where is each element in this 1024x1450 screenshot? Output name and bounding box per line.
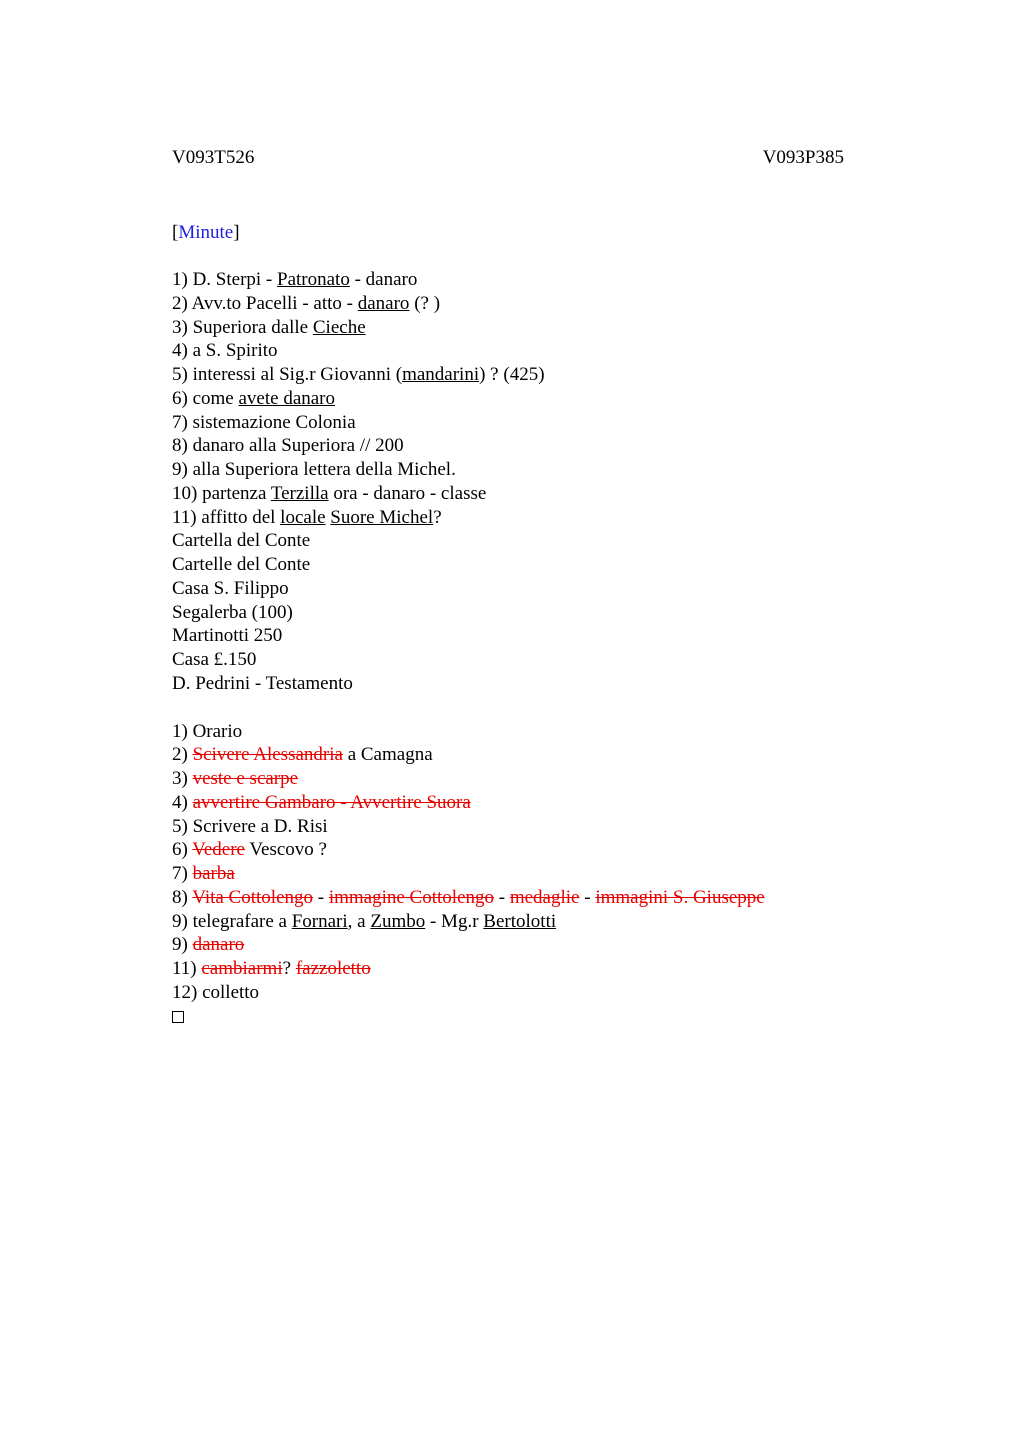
struck-text: Vita Cottolengo xyxy=(192,886,313,908)
item-text: 11) xyxy=(172,958,202,979)
struck-text: barba xyxy=(192,863,235,884)
item-text: - xyxy=(494,886,510,908)
close-bracket: ] xyxy=(233,222,240,243)
list-item xyxy=(172,862,844,886)
list-item xyxy=(172,363,844,387)
list-item xyxy=(172,316,844,340)
list-item xyxy=(172,506,844,530)
struck-text: immagini S. Giuseppe xyxy=(595,886,765,908)
item-text: 4) xyxy=(172,791,193,813)
struck-text: avvertire Gambaro - Avvertire Suora xyxy=(192,791,471,813)
list-item xyxy=(172,648,844,672)
item-text: - xyxy=(313,886,329,908)
list-item xyxy=(172,624,844,648)
underlined-text: Patronato xyxy=(277,269,350,290)
struck-text: fazzoletto xyxy=(295,958,371,979)
item-text: 6) xyxy=(172,839,193,861)
list-item xyxy=(172,767,844,791)
item-text: D. Pedrini - Testamento xyxy=(172,672,353,694)
first-list xyxy=(172,268,844,696)
item-text: ) ? (425) xyxy=(479,364,545,385)
item-text: ? xyxy=(433,506,442,528)
list-item xyxy=(172,672,844,696)
end-mark-line xyxy=(172,1005,844,1030)
second-list xyxy=(172,720,844,1005)
item-text: Casa £.150 xyxy=(172,649,257,670)
item-text: 6) come xyxy=(172,387,239,409)
item-text: Martinotti 250 xyxy=(172,625,283,647)
list-item xyxy=(172,743,844,767)
item-text: (? ) xyxy=(409,292,441,314)
list-item xyxy=(172,292,844,316)
underlined-text: Fornari xyxy=(291,910,348,932)
item-text: 3) xyxy=(172,768,193,789)
list-item xyxy=(172,411,844,435)
list-item xyxy=(172,791,844,815)
item-text: 1) Orario xyxy=(172,720,243,742)
struck-text: cambiarmi xyxy=(201,958,283,979)
list-item xyxy=(172,339,844,363)
list-item xyxy=(172,458,844,482)
item-text: 9) alla Superiora lettera della Michel. xyxy=(172,459,456,480)
list-item xyxy=(172,482,844,506)
item-text: Vescovo ? xyxy=(244,839,327,861)
list-item xyxy=(172,838,844,862)
document-header xyxy=(172,144,844,172)
item-text: 5) interessi al Sig.r Giovanni ( xyxy=(172,364,403,385)
list-item xyxy=(172,910,844,934)
list-item xyxy=(172,601,844,625)
underlined-text: danaro xyxy=(357,292,410,314)
struck-text: Vedere xyxy=(192,839,245,861)
list-item xyxy=(172,387,844,411)
underlined-text: Zumbo xyxy=(370,910,426,932)
item-text: 5) Scrivere a D. Risi xyxy=(172,815,328,837)
item-text: Segalerba (100) xyxy=(172,601,293,623)
struck-text: veste e scarpe xyxy=(192,768,299,789)
item-text: - Mg.r xyxy=(425,910,484,932)
underlined-text: avete danaro xyxy=(238,387,336,409)
item-text: 7) xyxy=(172,863,193,884)
item-text: - danaro xyxy=(349,269,418,290)
item-text: 9) xyxy=(172,934,193,956)
list-item xyxy=(172,886,844,910)
item-text: 12) colletto xyxy=(172,981,260,1003)
struck-text: danaro xyxy=(192,934,245,956)
underlined-text: Bertolotti xyxy=(483,910,557,932)
item-text: 3) Superiora dalle xyxy=(172,316,313,338)
list-item xyxy=(172,981,844,1005)
item-text: 10) partenza xyxy=(172,482,271,504)
list-item xyxy=(172,577,844,601)
underlined-text: Terzilla xyxy=(270,482,329,504)
item-text: 1) D. Sterpi - xyxy=(172,269,278,290)
underlined-text: Suore Michel xyxy=(330,506,434,528)
item-text: 11) affitto del xyxy=(172,506,281,528)
list-item xyxy=(172,815,844,839)
item-text: Cartelle del Conte xyxy=(172,554,311,575)
item-text: a Camagna xyxy=(342,744,433,766)
item-text: 9) telegrafare a xyxy=(172,910,292,932)
underlined-text: locale xyxy=(280,506,326,528)
empty-square-icon xyxy=(172,1011,184,1023)
item-text: 8) danaro alla Superiora // 200 xyxy=(172,435,404,457)
list-item xyxy=(172,529,844,553)
list-item xyxy=(172,933,844,957)
struck-text: Scivere Alessandria xyxy=(192,744,343,766)
underlined-text: Cieche xyxy=(312,316,366,338)
list-item xyxy=(172,957,844,981)
item-text: 2) xyxy=(172,744,193,766)
item-text: 2) Avv.to Pacelli - atto - xyxy=(172,292,358,314)
list-item xyxy=(172,434,844,458)
item-text: ? xyxy=(282,958,296,979)
list-item xyxy=(172,720,844,744)
item-text: , a xyxy=(347,910,371,932)
document-page xyxy=(172,144,844,1029)
list-item xyxy=(172,553,844,577)
open-bracket: [ xyxy=(172,222,179,243)
right-code: V093P385 xyxy=(762,147,844,168)
underlined-text: mandarini xyxy=(402,364,480,385)
item-text: 4) a S. Spirito xyxy=(172,340,278,362)
item-text: Casa S. Filippo xyxy=(172,577,289,599)
item-text: ora - danaro - classe xyxy=(328,482,487,504)
minute-label: Minute xyxy=(178,222,234,243)
list-item xyxy=(172,268,844,292)
item-text: 8) xyxy=(172,886,193,908)
item-text: Cartella del Conte xyxy=(172,530,311,552)
section-label xyxy=(172,220,844,246)
item-text: - xyxy=(579,886,596,908)
left-code: V093T526 xyxy=(172,147,255,168)
struck-text: immagine Cottolengo xyxy=(328,886,495,908)
struck-text: medaglie xyxy=(509,886,580,908)
item-text: 7) sistemazione Colonia xyxy=(172,411,356,433)
